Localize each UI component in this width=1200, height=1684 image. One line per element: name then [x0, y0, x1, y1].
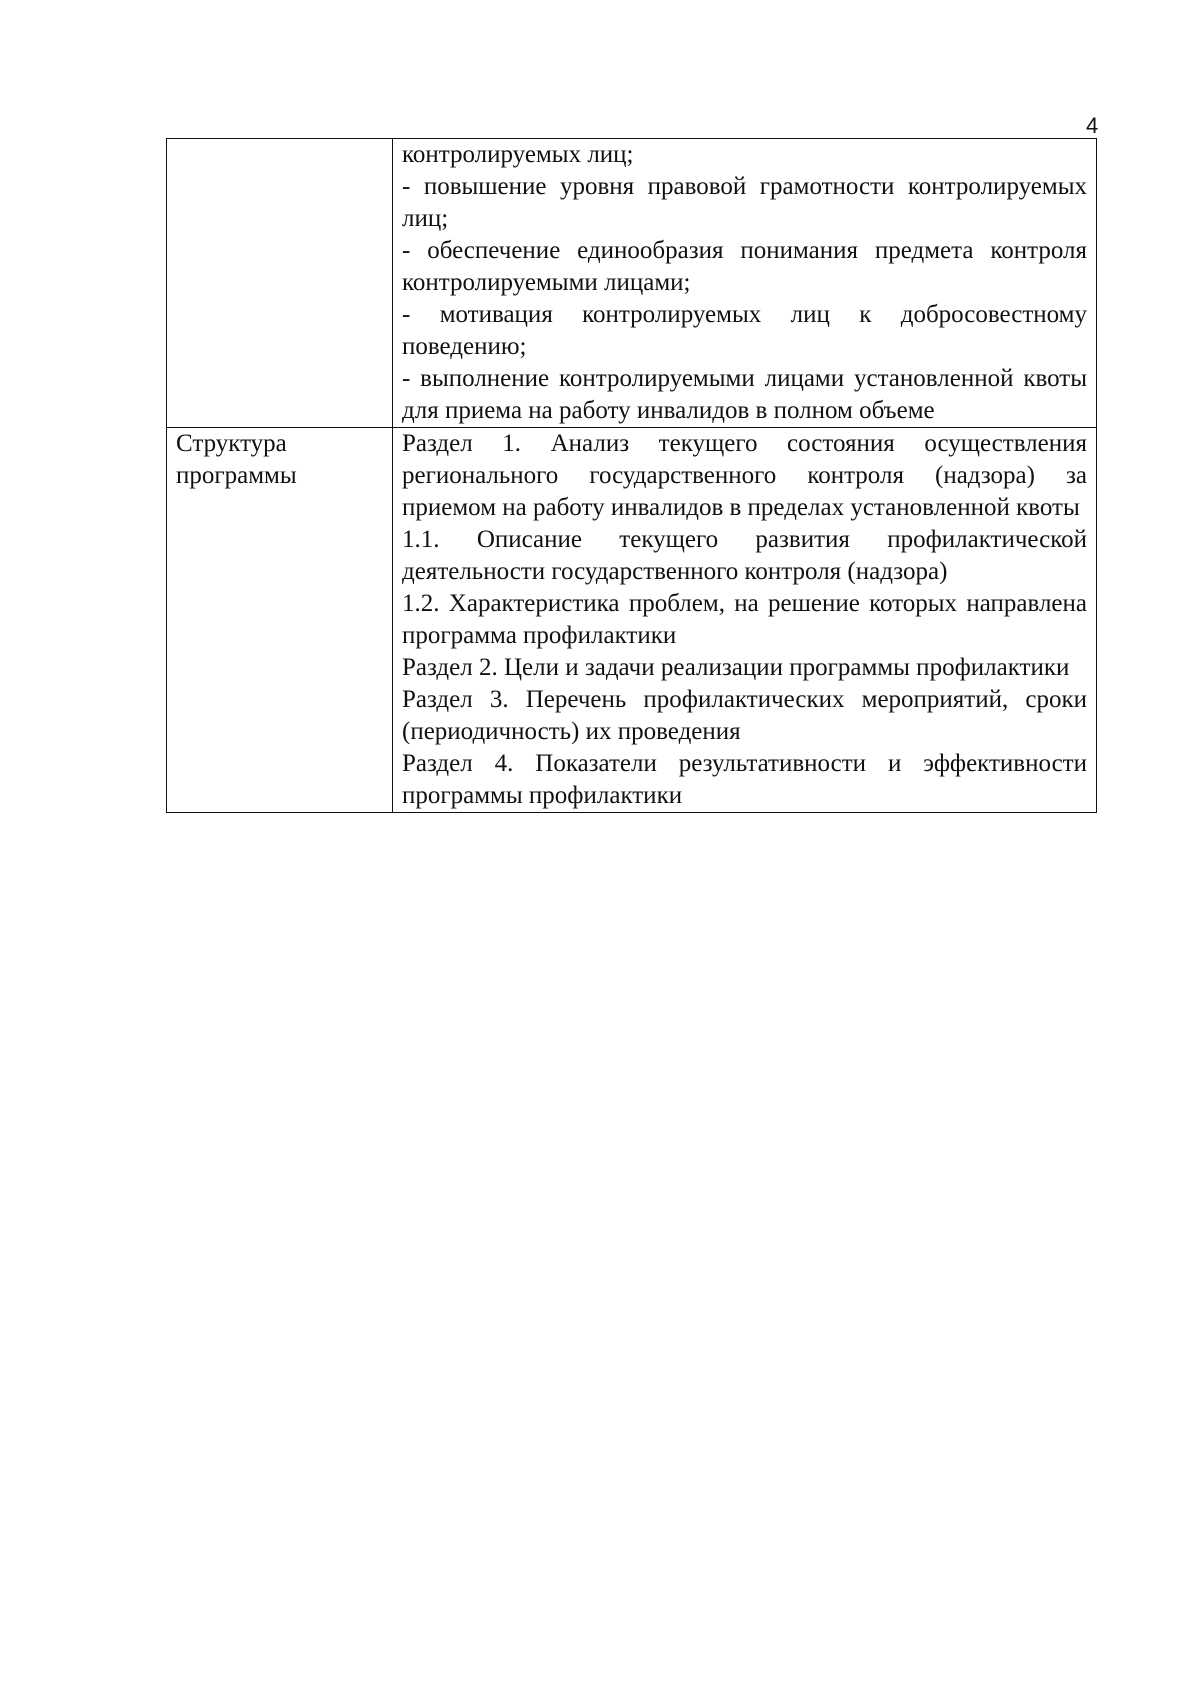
- row-label-cell: Структура программы: [167, 428, 393, 813]
- page-number: 4: [1086, 113, 1099, 138]
- table-row: [167, 428, 1097, 813]
- row-content-cell: [393, 428, 1097, 813]
- table-paragraph: контролируемых лиц;: [402, 141, 634, 168]
- table-row: [167, 139, 1097, 428]
- table-paragraph: - обеспечение единообразия понимания предмета контроля контролируемыми лицами;: [402, 237, 1087, 296]
- table-paragraph: - повышение уровня правовой грамотности контролируемых лиц;: [402, 173, 1087, 232]
- table-paragraph: Раздел 3. Перечень профилактических мероприятий, сроки (периодичность) их проведения: [402, 686, 1087, 745]
- table-paragraph: Раздел 2. Цели и задачи реализации программы профилактики: [402, 654, 1070, 681]
- table-paragraph: Раздел 4. Показатели результативности и эффективности программы профилактики: [402, 750, 1087, 809]
- table-paragraph: 1.2. Характеристика проблем, на решение которых направлена программа профилактики: [402, 590, 1087, 649]
- table-paragraph: - выполнение контролируемыми лицами установленной квоты для приема на работу инвалидов в полном объеме: [402, 365, 1087, 424]
- program-passport-table: [166, 138, 1097, 813]
- table-paragraph: Раздел 1. Анализ текущего состояния осуществления регионального государственного контроля (надзора) за приемом на работу инвалидов в пределах установленной квоты: [402, 430, 1087, 521]
- table-paragraph: - мотивация контролируемых лиц к добросовестному поведению;: [402, 301, 1087, 360]
- row-content-cell: [393, 139, 1097, 428]
- row-label-cell: [167, 139, 393, 428]
- table-paragraph: 1.1. Описание текущего развития профилактической деятельности государственного контроля (надзора): [402, 526, 1087, 585]
